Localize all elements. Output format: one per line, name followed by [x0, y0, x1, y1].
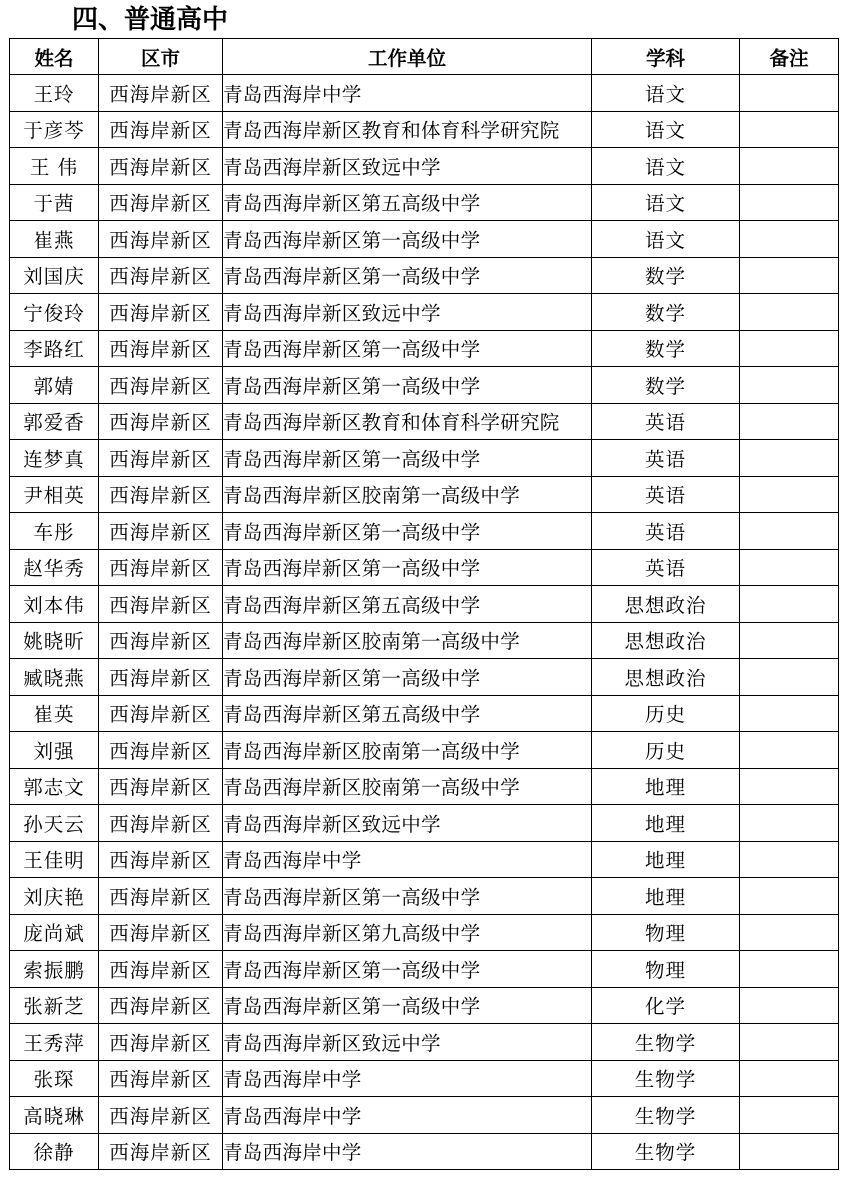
cell-district: 西海岸新区 — [99, 1060, 223, 1097]
cell-subject: 地理 — [592, 805, 740, 842]
table-row — [10, 440, 839, 477]
cell-workplace: 青岛西海岸新区致远中学 — [223, 805, 592, 842]
cell-workplace: 青岛西海岸新区胶南第一高级中学 — [223, 622, 592, 659]
table-row — [10, 732, 839, 769]
cell-note — [740, 878, 839, 915]
cell-district: 西海岸新区 — [99, 586, 223, 623]
cell-district: 西海岸新区 — [99, 513, 223, 550]
cell-name: 王 伟 — [10, 148, 99, 185]
table-row — [10, 257, 839, 294]
cell-workplace: 青岛西海岸新区教育和体育科学研究院 — [223, 111, 592, 148]
cell-name: 刘强 — [10, 732, 99, 769]
cell-district: 西海岸新区 — [99, 549, 223, 586]
header-subject: 学科 — [592, 39, 740, 75]
cell-subject: 生物学 — [592, 1097, 740, 1134]
table-row — [10, 221, 839, 258]
cell-note — [740, 257, 839, 294]
cell-note — [740, 1024, 839, 1061]
cell-workplace: 青岛西海岸新区第一高级中学 — [223, 987, 592, 1024]
cell-workplace: 青岛西海岸新区胶南第一高级中学 — [223, 732, 592, 769]
cell-district: 西海岸新区 — [99, 622, 223, 659]
cell-name: 索振鹏 — [10, 951, 99, 988]
cell-subject: 物理 — [592, 914, 740, 951]
table-row — [10, 1133, 839, 1170]
cell-workplace: 青岛西海岸新区致远中学 — [223, 148, 592, 185]
cell-district: 西海岸新区 — [99, 951, 223, 988]
cell-note — [740, 221, 839, 258]
cell-name: 郭婧 — [10, 367, 99, 404]
cell-district: 西海岸新区 — [99, 805, 223, 842]
cell-district: 西海岸新区 — [99, 914, 223, 951]
table-row — [10, 549, 839, 586]
cell-name: 庞尚斌 — [10, 914, 99, 951]
cell-name: 姚晓昕 — [10, 622, 99, 659]
cell-district: 西海岸新区 — [99, 257, 223, 294]
table-row — [10, 805, 839, 842]
cell-name: 孙天云 — [10, 805, 99, 842]
cell-note — [740, 549, 839, 586]
cell-subject: 生物学 — [592, 1024, 740, 1061]
table-row — [10, 294, 839, 331]
cell-subject: 英语 — [592, 476, 740, 513]
cell-note — [740, 695, 839, 732]
table-row — [10, 987, 839, 1024]
table-row — [10, 148, 839, 185]
cell-district: 西海岸新区 — [99, 1024, 223, 1061]
cell-district: 西海岸新区 — [99, 148, 223, 185]
cell-note — [740, 1060, 839, 1097]
table-row — [10, 111, 839, 148]
cell-note — [740, 148, 839, 185]
cell-workplace: 青岛西海岸新区第一高级中学 — [223, 951, 592, 988]
table-row — [10, 878, 839, 915]
cell-workplace: 青岛西海岸新区教育和体育科学研究院 — [223, 403, 592, 440]
cell-subject: 语文 — [592, 111, 740, 148]
cell-note — [740, 951, 839, 988]
cell-note — [740, 732, 839, 769]
cell-name: 宁俊玲 — [10, 294, 99, 331]
cell-workplace: 青岛西海岸新区第一高级中学 — [223, 659, 592, 696]
cell-name: 李路红 — [10, 330, 99, 367]
cell-name: 尹相英 — [10, 476, 99, 513]
table-row — [10, 75, 839, 112]
cell-district: 西海岸新区 — [99, 367, 223, 404]
cell-note — [740, 622, 839, 659]
cell-subject: 英语 — [592, 513, 740, 550]
cell-name: 张琛 — [10, 1060, 99, 1097]
cell-subject: 思想政治 — [592, 659, 740, 696]
cell-district: 西海岸新区 — [99, 330, 223, 367]
cell-district: 西海岸新区 — [99, 1133, 223, 1170]
cell-subject: 英语 — [592, 440, 740, 477]
cell-note — [740, 659, 839, 696]
cell-subject: 思想政治 — [592, 586, 740, 623]
cell-name: 郭志文 — [10, 768, 99, 805]
cell-note — [740, 294, 839, 331]
cell-name: 郭爱香 — [10, 403, 99, 440]
header-workplace: 工作单位 — [223, 39, 592, 75]
cell-name: 张新芝 — [10, 987, 99, 1024]
cell-note — [740, 1097, 839, 1134]
cell-workplace: 青岛西海岸新区第五高级中学 — [223, 586, 592, 623]
cell-subject: 化学 — [592, 987, 740, 1024]
cell-note — [740, 330, 839, 367]
table-row — [10, 622, 839, 659]
table-row — [10, 513, 839, 550]
cell-note — [740, 841, 839, 878]
cell-subject: 英语 — [592, 403, 740, 440]
cell-note — [740, 987, 839, 1024]
section-title: 四、普通高中 — [72, 5, 229, 35]
table-row — [10, 695, 839, 732]
cell-name: 于茜 — [10, 184, 99, 221]
cell-district: 西海岸新区 — [99, 75, 223, 112]
teacher-roster-table — [9, 38, 839, 1170]
table-row — [10, 184, 839, 221]
cell-district: 西海岸新区 — [99, 184, 223, 221]
cell-workplace: 青岛西海岸新区第一高级中学 — [223, 221, 592, 258]
cell-name: 王佳明 — [10, 841, 99, 878]
cell-district: 西海岸新区 — [99, 476, 223, 513]
cell-district: 西海岸新区 — [99, 878, 223, 915]
cell-note — [740, 111, 839, 148]
cell-subject: 语文 — [592, 184, 740, 221]
cell-note — [740, 1133, 839, 1170]
cell-note — [740, 184, 839, 221]
cell-note — [740, 367, 839, 404]
table-row — [10, 586, 839, 623]
cell-name: 连梦真 — [10, 440, 99, 477]
cell-subject: 地理 — [592, 841, 740, 878]
cell-district: 西海岸新区 — [99, 294, 223, 331]
cell-district: 西海岸新区 — [99, 440, 223, 477]
cell-subject: 语文 — [592, 148, 740, 185]
header-name: 姓名 — [10, 39, 99, 75]
cell-subject: 语文 — [592, 221, 740, 258]
cell-district: 西海岸新区 — [99, 732, 223, 769]
cell-workplace: 青岛西海岸中学 — [223, 841, 592, 878]
cell-subject: 生物学 — [592, 1060, 740, 1097]
table-row — [10, 768, 839, 805]
cell-name: 车彤 — [10, 513, 99, 550]
cell-workplace: 青岛西海岸新区第一高级中学 — [223, 330, 592, 367]
cell-subject: 数学 — [592, 294, 740, 331]
cell-workplace: 青岛西海岸新区胶南第一高级中学 — [223, 768, 592, 805]
cell-workplace: 青岛西海岸新区第一高级中学 — [223, 878, 592, 915]
cell-subject: 语文 — [592, 75, 740, 112]
cell-district: 西海岸新区 — [99, 987, 223, 1024]
cell-workplace: 青岛西海岸中学 — [223, 1133, 592, 1170]
cell-subject: 数学 — [592, 257, 740, 294]
table-row — [10, 1097, 839, 1134]
cell-note — [740, 805, 839, 842]
cell-name: 高晓琳 — [10, 1097, 99, 1134]
cell-workplace: 青岛西海岸新区第一高级中学 — [223, 257, 592, 294]
cell-district: 西海岸新区 — [99, 111, 223, 148]
cell-name: 王玲 — [10, 75, 99, 112]
table-row — [10, 1060, 839, 1097]
cell-name: 臧晓燕 — [10, 659, 99, 696]
cell-district: 西海岸新区 — [99, 841, 223, 878]
cell-workplace: 青岛西海岸新区第五高级中学 — [223, 184, 592, 221]
cell-workplace: 青岛西海岸新区致远中学 — [223, 294, 592, 331]
cell-name: 徐静 — [10, 1133, 99, 1170]
cell-note — [740, 476, 839, 513]
cell-district: 西海岸新区 — [99, 221, 223, 258]
cell-subject: 历史 — [592, 695, 740, 732]
cell-subject: 生物学 — [592, 1133, 740, 1170]
cell-name: 刘本伟 — [10, 586, 99, 623]
table-row — [10, 403, 839, 440]
cell-name: 于彦芩 — [10, 111, 99, 148]
cell-workplace: 青岛西海岸新区第一高级中学 — [223, 367, 592, 404]
cell-workplace: 青岛西海岸新区第一高级中学 — [223, 549, 592, 586]
cell-workplace: 青岛西海岸新区胶南第一高级中学 — [223, 476, 592, 513]
cell-subject: 地理 — [592, 878, 740, 915]
cell-name: 崔燕 — [10, 221, 99, 258]
table-header — [10, 39, 839, 75]
table-row — [10, 914, 839, 951]
cell-name: 刘国庆 — [10, 257, 99, 294]
table-row — [10, 1024, 839, 1061]
cell-name: 崔英 — [10, 695, 99, 732]
header-district: 区市 — [99, 39, 223, 75]
cell-subject: 英语 — [592, 549, 740, 586]
table-row — [10, 330, 839, 367]
table-row — [10, 476, 839, 513]
cell-subject: 物理 — [592, 951, 740, 988]
table-row — [10, 841, 839, 878]
cell-district: 西海岸新区 — [99, 695, 223, 732]
table-body — [10, 75, 839, 1170]
cell-workplace: 青岛西海岸中学 — [223, 1097, 592, 1134]
cell-workplace: 青岛西海岸中学 — [223, 75, 592, 112]
cell-name: 王秀萍 — [10, 1024, 99, 1061]
cell-note — [740, 75, 839, 112]
table-row — [10, 659, 839, 696]
cell-workplace: 青岛西海岸新区第一高级中学 — [223, 513, 592, 550]
cell-subject: 地理 — [592, 768, 740, 805]
cell-district: 西海岸新区 — [99, 1097, 223, 1134]
cell-district: 西海岸新区 — [99, 659, 223, 696]
cell-workplace: 青岛西海岸中学 — [223, 1060, 592, 1097]
cell-name: 刘庆艳 — [10, 878, 99, 915]
cell-note — [740, 513, 839, 550]
cell-subject: 历史 — [592, 732, 740, 769]
cell-subject: 数学 — [592, 330, 740, 367]
cell-district: 西海岸新区 — [99, 768, 223, 805]
cell-note — [740, 403, 839, 440]
cell-note — [740, 586, 839, 623]
cell-note — [740, 440, 839, 477]
table-row — [10, 367, 839, 404]
cell-district: 西海岸新区 — [99, 403, 223, 440]
cell-workplace: 青岛西海岸新区致远中学 — [223, 1024, 592, 1061]
cell-subject: 数学 — [592, 367, 740, 404]
cell-name: 赵华秀 — [10, 549, 99, 586]
table-row — [10, 951, 839, 988]
cell-subject: 思想政治 — [592, 622, 740, 659]
cell-workplace: 青岛西海岸新区第一高级中学 — [223, 440, 592, 477]
cell-note — [740, 768, 839, 805]
header-row — [10, 39, 839, 75]
cell-workplace: 青岛西海岸新区第五高级中学 — [223, 695, 592, 732]
cell-workplace: 青岛西海岸新区第九高级中学 — [223, 914, 592, 951]
cell-note — [740, 914, 839, 951]
header-note: 备注 — [740, 39, 839, 75]
